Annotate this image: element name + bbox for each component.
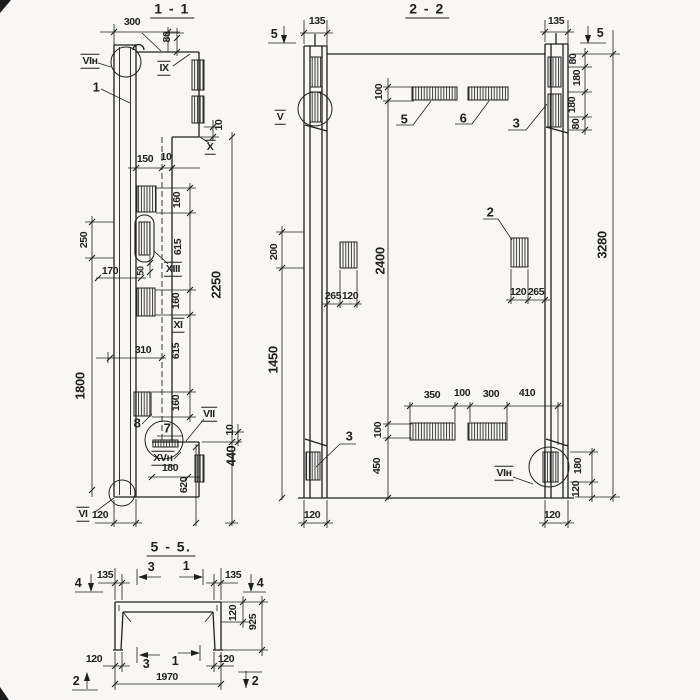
item-3-bottom: 3 xyxy=(345,428,353,444)
section-cut-arrowheads xyxy=(84,574,254,688)
rib-outline xyxy=(114,45,199,498)
dim-3280: 3280 xyxy=(594,231,610,259)
dim-310: 310 xyxy=(134,343,152,356)
dim-180-s11: 180 xyxy=(161,461,179,474)
mark-xv-n: XVн xyxy=(153,451,173,464)
dim-615-2: 615 xyxy=(169,342,182,360)
corner-detail-marks xyxy=(119,605,217,622)
dim-300-b: 300 xyxy=(482,387,500,400)
dim-200: 200 xyxy=(267,243,280,261)
dim-2250: 2250 xyxy=(208,271,224,299)
dim-440: 440 xyxy=(223,445,239,467)
dim-120-bl55: 120 xyxy=(85,652,103,665)
cut-2-left: 2 xyxy=(72,673,80,688)
cut-1-top: 1 xyxy=(182,558,190,573)
cut-4-left: 4 xyxy=(74,575,82,590)
mark-vii: VII xyxy=(203,407,215,420)
dim-80-r1: 80 xyxy=(566,53,579,65)
dim-100-b: 100 xyxy=(453,386,471,399)
rib-inner-lines xyxy=(120,47,131,495)
dim-615-1: 615 xyxy=(171,238,184,256)
dimension-lines xyxy=(72,568,268,690)
dim-160-1: 160 xyxy=(170,191,183,209)
dim-10-mid: 10 xyxy=(160,150,172,163)
cut-2-right: 2 xyxy=(251,673,259,688)
dim-925: 925 xyxy=(246,613,259,631)
mark-xiii: XIII xyxy=(165,262,181,275)
dimension-ticks xyxy=(112,580,265,687)
dim-265-ml: 265 xyxy=(324,289,342,302)
dim-120-s11: 120 xyxy=(91,508,109,521)
dim-620: 620 xyxy=(177,476,190,494)
item-5: 5 xyxy=(400,111,408,127)
cut-4-right: 4 xyxy=(256,575,264,590)
dim-120-br55: 120 xyxy=(217,652,235,665)
section-2-2-geometry xyxy=(265,20,620,528)
mark-vi-n-bottom: VIн xyxy=(496,466,512,479)
dim-170: 170 xyxy=(101,264,119,277)
cut-5-right: 5 xyxy=(596,25,604,40)
section-cut-arrowheads xyxy=(281,35,591,44)
item-7: 7 xyxy=(163,420,171,436)
mark-v: V xyxy=(276,110,284,123)
dim-180-r1: 180 xyxy=(570,69,583,87)
embedded-plates-hatched xyxy=(306,57,561,482)
item-8: 8 xyxy=(133,415,141,431)
item-2: 2 xyxy=(486,204,494,220)
dim-350: 350 xyxy=(423,388,441,401)
dim-120-ml: 120 xyxy=(341,289,359,302)
dim-410: 410 xyxy=(518,386,536,399)
dim-135-l55: 135 xyxy=(96,568,114,581)
dim-120-r55: 120 xyxy=(226,604,239,622)
dim-135-right: 135 xyxy=(547,14,565,27)
dim-135-r55: 135 xyxy=(224,568,242,581)
cut-3-top: 3 xyxy=(147,559,155,574)
dim-120-mr: 120 xyxy=(509,285,527,298)
dimension-ticks xyxy=(279,25,616,526)
dim-160-2: 160 xyxy=(169,292,182,310)
embedded-plates-hatched xyxy=(134,60,204,482)
channel-outline xyxy=(113,602,223,650)
dim-120-bl: 120 xyxy=(303,508,321,521)
dim-120-br: 120 xyxy=(543,508,561,521)
dim-10-bottom: 10 xyxy=(223,424,236,436)
dim-120-brv: 120 xyxy=(569,480,582,498)
dim-135-left: 135 xyxy=(308,14,326,27)
dim-1450: 1450 xyxy=(265,346,281,374)
dim-2400: 2400 xyxy=(372,247,388,275)
cut-1-bottom: 1 xyxy=(171,653,179,668)
dim-10-top-right: 10 xyxy=(212,119,225,131)
dim-180-br: 180 xyxy=(571,457,584,475)
dim-50: 50 xyxy=(135,266,146,276)
section-1-1-geometry xyxy=(85,24,244,527)
title-section-1-1: 1 - 1 xyxy=(150,2,194,19)
mark-xi: XI xyxy=(173,318,183,331)
title-section-2-2: 2 - 2 xyxy=(405,2,449,19)
item-1: 1 xyxy=(92,79,100,95)
mark-vi: VI xyxy=(78,507,88,520)
dim-80-top: 80 xyxy=(160,31,173,43)
dimension-ticks xyxy=(89,29,241,526)
item-3-top: 3 xyxy=(512,115,520,131)
dim-1800: 1800 xyxy=(72,372,88,400)
dim-250: 250 xyxy=(77,231,90,249)
dim-1970: 1970 xyxy=(156,670,178,683)
dim-150: 150 xyxy=(136,152,154,165)
cut-3-bottom: 3 xyxy=(142,656,150,671)
item-6: 6 xyxy=(459,110,467,126)
dim-100-top: 100 xyxy=(372,83,385,101)
mark-ix: IX xyxy=(159,61,169,74)
mark-vi-n-top: VIн xyxy=(82,54,98,67)
mark-x: X xyxy=(206,140,214,153)
dim-450: 450 xyxy=(370,457,383,475)
scan-artifacts xyxy=(0,0,11,700)
section-5-5-geometry xyxy=(72,568,268,690)
dim-80-r2: 80 xyxy=(569,118,582,130)
dim-100-bv: 100 xyxy=(371,421,384,439)
dim-160-3: 160 xyxy=(169,394,182,412)
dim-300-top: 300 xyxy=(123,15,141,28)
title-section-5-5: 5 - 5. xyxy=(147,540,196,557)
dimension-lines xyxy=(85,24,244,527)
dim-265-mr: 265 xyxy=(527,285,545,298)
cut-5-left: 5 xyxy=(270,26,278,41)
dim-180-r2: 180 xyxy=(565,96,578,114)
